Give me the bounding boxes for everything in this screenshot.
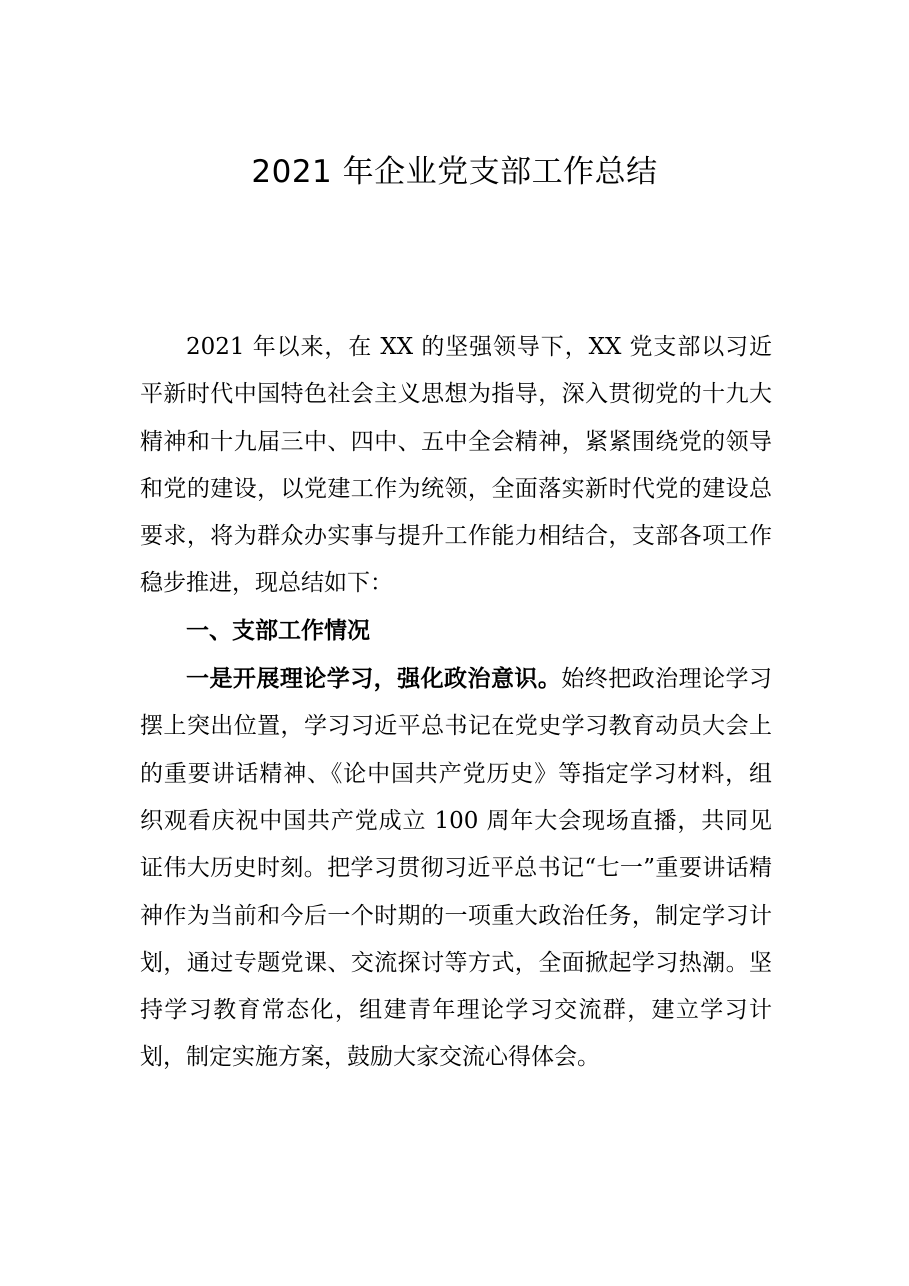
- section-heading: 一、支部工作情况: [186, 617, 370, 644]
- document-body: [140, 324, 772, 1082]
- intro-paragraph: 2021 年以来，在 XX 的坚强领导下，XX 党支部以习近平新时代中国特色社会主义思想为指导，深入贯彻党的十九大精神和十九届三中、四中、五中全会精神，紧紧围绕党的领导和党的建设，以党建工作为统领，全面落实新时代党的建设总要求，将为群众办实事与提升工作能力相结合，支部各项工作稳步推进，现总结如下：: [140, 334, 772, 597]
- document-title: 2021 年企业党支部工作总结: [251, 154, 658, 190]
- item-paragraph: [140, 655, 772, 1082]
- item-lead: 一是开展理论学习，强化政治意识。: [186, 665, 562, 693]
- item-body: 始终把政治理论学习摆上突出位置，学习习近平总书记在党史学习教育动员大会上的重要讲话精神、《论中国共产党历史》等指定学习材料，组织观看庆祝中国共产党成立 100 周年大会现场直播，共同见证伟大历史时刻。把学习贯彻习近平总书记“七一”重要讲话精神作为当前和今后一个时期的一项重大政治任务，制定学习计划，通过专题党课、交流探讨等方式，全面掀起学习热潮。坚持学习教育常态化，组建青年理论学习交流群，建立学习计划，制定实施方案，鼓励大家交流心得体会。: [140, 666, 773, 1071]
